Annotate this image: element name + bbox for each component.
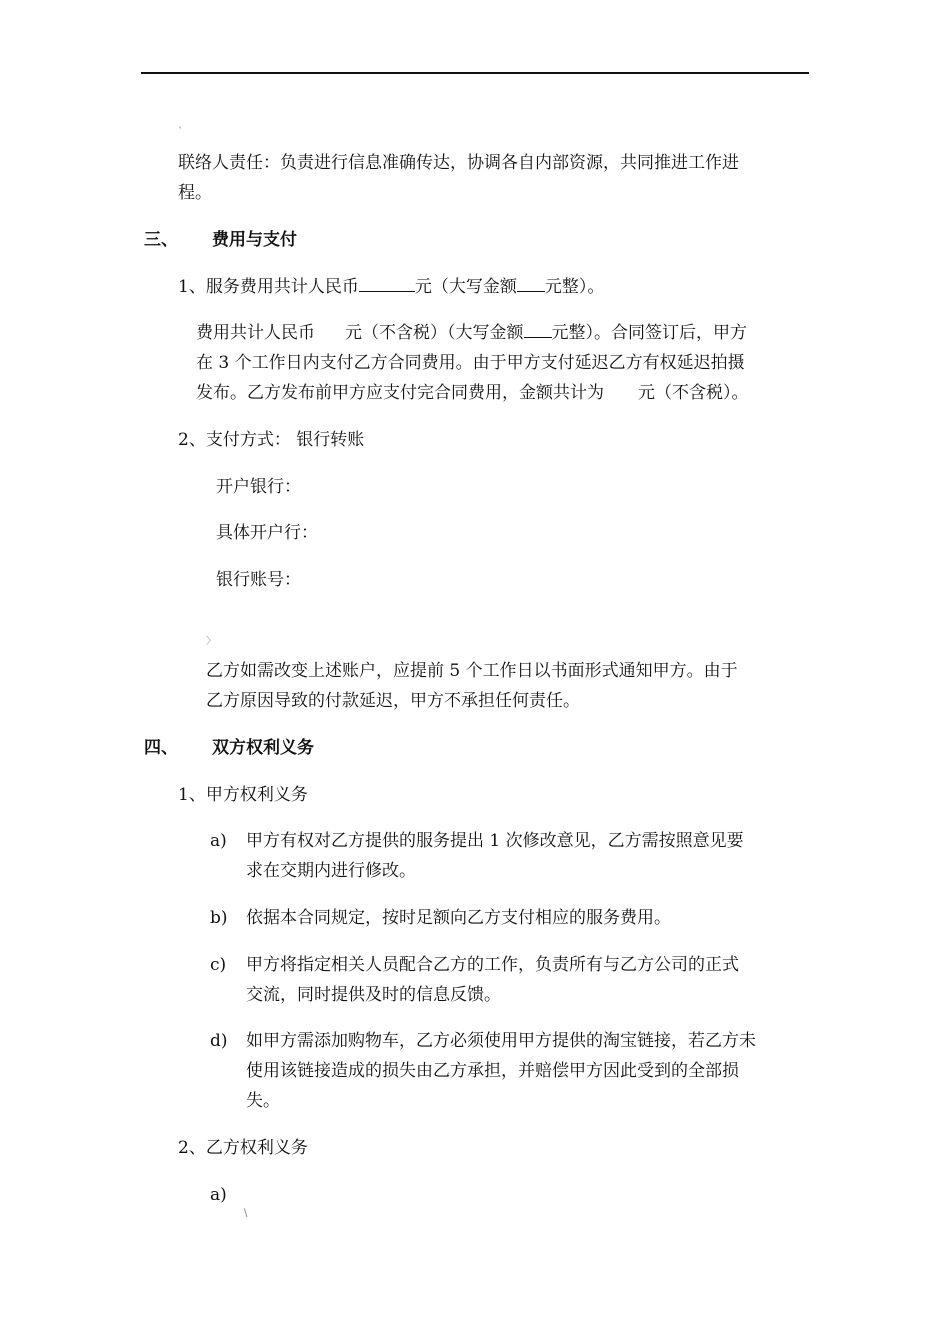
fee-detail-line-3: 发布。乙方发布前甲方应支付完合同费用，金额共计为 元（不含税）。: [196, 383, 749, 403]
item-d-line-3: 失。: [246, 1091, 280, 1111]
liaison-duty-line-2: 程。: [178, 183, 212, 203]
section-4-number: 四、: [144, 738, 178, 758]
stray-mark: `: [178, 127, 183, 138]
party-a-title: 1、甲方权利义务: [178, 785, 308, 805]
fee-amount-blank: [359, 277, 415, 292]
item-a-line-1: 甲方有权对乙方提供的服务提出 1 次修改意见，乙方需按照意见要: [246, 831, 744, 851]
item-a-line-2: 求在交期内进行修改。: [246, 861, 416, 881]
party-b-title: 2、乙方权利义务: [178, 1138, 308, 1158]
item-d-label: d): [210, 1031, 228, 1051]
item-d-line-1: 如甲方需添加购物车，乙方必须使用甲方提供的淘宝链接，若乙方未: [246, 1031, 756, 1051]
item-c-line-2: 交流，同时提供及时的信息反馈。: [246, 985, 501, 1005]
party-b-item-a-label: a): [210, 1185, 227, 1205]
item-c-label: c): [210, 955, 227, 975]
fee-clause-1: 1、服务费用共计人民币 元（大写金额 元整）。: [178, 277, 605, 297]
liaison-duty-line-1: 联络人责任：负责进行信息准确传达，协调各自内部资源，共同推进工作进: [178, 153, 739, 173]
item-b-label: b): [210, 908, 228, 928]
fee-detail-line-1: 费用共计人民币 元（不含税）（大写金额 元整）。合同签订后，甲方: [196, 323, 747, 343]
bank-branch-label: 具体开户行：: [216, 523, 318, 543]
item-b-line-1: 依据本合同规定，按时足额向乙方支付相应的服务费用。: [246, 908, 671, 928]
header-rule: [141, 72, 809, 74]
fee-detail-capital-blank: [524, 323, 552, 338]
account-change-line-2: 乙方原因导致的付款延迟，甲方不承担任何责任。: [206, 691, 580, 711]
item-d-line-2: 使用该链接造成的损失由乙方承担，并赔偿甲方因此受到的全部损: [246, 1061, 739, 1081]
account-change-line-1: 乙方如需改变上述账户，应提前 5 个工作日以书面形式通知甲方。由于: [206, 661, 738, 681]
section-3-title: 费用与支付: [212, 230, 297, 250]
payment-method: 2、支付方式： 银行转账: [178, 430, 365, 450]
section-3-number: 三、: [144, 230, 178, 250]
section-4-title: 双方权利义务: [212, 738, 314, 758]
bank-name-label: 开户银行：: [216, 477, 301, 497]
stray-mark: \: [244, 1208, 248, 1219]
item-a-label: a): [210, 831, 227, 851]
stray-mark: 〉: [206, 636, 216, 647]
bank-account-label: 银行账号：: [216, 570, 301, 590]
fee-capital-blank: [517, 277, 545, 292]
item-c-line-1: 甲方将指定相关人员配合乙方的工作，负责所有与乙方公司的正式: [246, 955, 739, 975]
fee-detail-line-2: 在 3 个工作日内支付乙方合同费用。由于甲方支付延迟乙方有权延迟拍摄: [196, 353, 745, 373]
